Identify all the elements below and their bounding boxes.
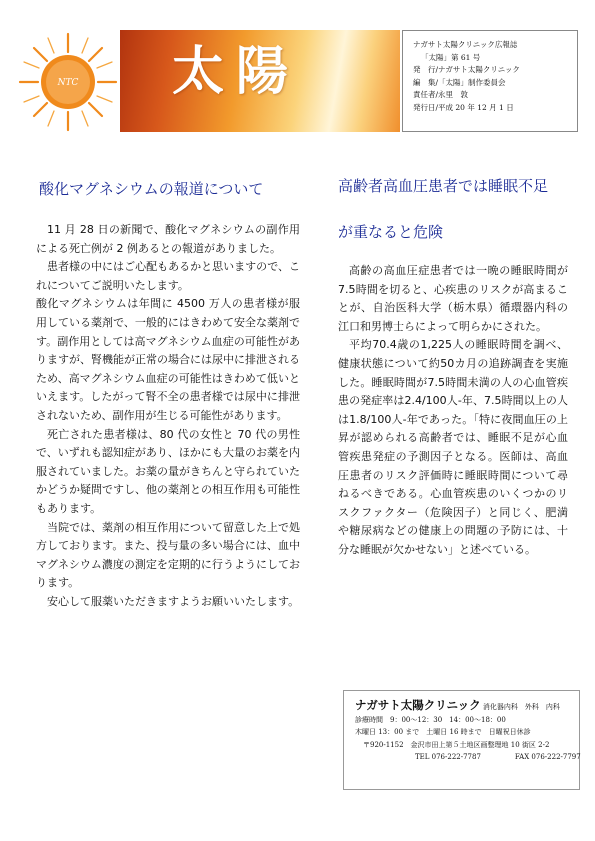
clinic-sun-logo xyxy=(16,30,120,134)
info-line: ナガサト太陽クリニック広報誌 xyxy=(413,40,518,49)
sun-icon xyxy=(16,30,120,134)
logo-text: NTC xyxy=(57,78,79,88)
clinic-info-box xyxy=(343,690,580,790)
paragraph: 高齢の高血圧症患者では一晩の睡眠時間が7.5時間を切ると、心疾患のリスクが高まることが、自治医科大学（栃木県）循環器内科の江口和男博士らによって明らかにされた。 xyxy=(338,264,568,333)
article-right-body xyxy=(338,262,568,560)
clinic-fax: FAX 076-222-7797 xyxy=(514,753,581,761)
info-line: 発 行/ナガサト太陽クリニック xyxy=(413,65,520,74)
paragraph: 当院では、薬剤の相互作用について留意した上で処方しております。また、投与量の多い場合には、血中マグネシウム濃度の測定を定期的に行うようにしております。 xyxy=(36,520,300,590)
paragraph: 平均70.4歳の1,225人の睡眠時間を調べ、健康状態について約50カ月の追跡調査を実施した。睡眠時間が7.5時間未満の人の心血管疾患の発症率は2.4/100人-年、7.5時間以上の人は1.8/100人-年であった。「特に夜間血圧の上昇が認められる高齢者では、睡眠不足が心血管疾患発症の予測因子となる。医師は、高血圧患者のリスク評価時に睡眠時間について尋ねるべきである。心血管疾患のいくつかのリスクファクター（危険因子）と同じく、肥満や糖尿病などの健康上の問題の予防には、十分な睡眠が欠かせない」と述べている。 xyxy=(338,338,568,556)
paragraph: 酸化マグネシウムは年間に 4500 万人の患者様が服用している薬剤で、一般的にはきわめて安全な薬剤です。副作用としては高マグネシウム血症の可能性がありますが、腎機能が正常の場合には尿中に排泄されるため、高マグネシウム血症の可能性はきわめて低いといえます。したがって腎不全の患者様では尿中に排泄されないため、副作用が生じる可能性があります。 xyxy=(36,297,300,422)
article-right-headline-line1: 高齢者高血圧患者では睡眠不足 xyxy=(338,177,549,195)
article-left-headline: 酸化マグネシウムの報道について xyxy=(39,180,264,198)
clinic-tel: TEL 076-222-7787 xyxy=(415,753,481,761)
info-line: 「太陽」第 61 号 xyxy=(421,52,481,62)
article-left-body xyxy=(36,221,300,611)
info-line: 発行日/平成 20 年 12 月 1 日 xyxy=(413,102,514,112)
paragraph: 患者様の中にはご心配もあるかと思いますので、これについてご説明いたします。 xyxy=(36,260,300,292)
paragraph: 安心して服薬いただきますようお願いいたします。 xyxy=(47,594,300,608)
clinic-name: ナガサト太陽クリニック xyxy=(355,698,481,712)
issue-info-box xyxy=(402,30,578,132)
info-line: 責任者/永里 敦 xyxy=(413,90,469,99)
title-banner xyxy=(120,30,400,132)
info-line: 編 集/「太陽」制作委員会 xyxy=(413,77,506,87)
clinic-address: 〒920-1152 金沢市田上第５土地区画整理地 10 街区 2-2 xyxy=(363,740,550,749)
paragraph: 死亡された患者様は、80 代の女性と 70 代の男性で、いずれも認知症があり、ほかにも大量のお薬を内服されていました。お薬の量がきちんと守られていたかどうか疑問ですし、他の薬剤との相互作用も可能性もあります。 xyxy=(36,427,300,515)
article-right-headline-line2: が重なると危険 xyxy=(338,223,444,241)
newsletter-title: 太陽 xyxy=(172,41,301,102)
paragraph: 11 月 28 日の新聞で、酸化マグネシウムの副作用による死亡例が 2 例あるとの報道がありました。 xyxy=(36,223,300,255)
clinic-departments: 消化器内科 外科 内科 xyxy=(482,703,560,711)
clinic-closed-days: 木曜日 13：00 まで 土曜日 16 時まで 日曜祝日休診 xyxy=(355,728,531,736)
clinic-hours: 診療時間 9：00〜12：30 14：00〜18：00 xyxy=(355,715,506,724)
